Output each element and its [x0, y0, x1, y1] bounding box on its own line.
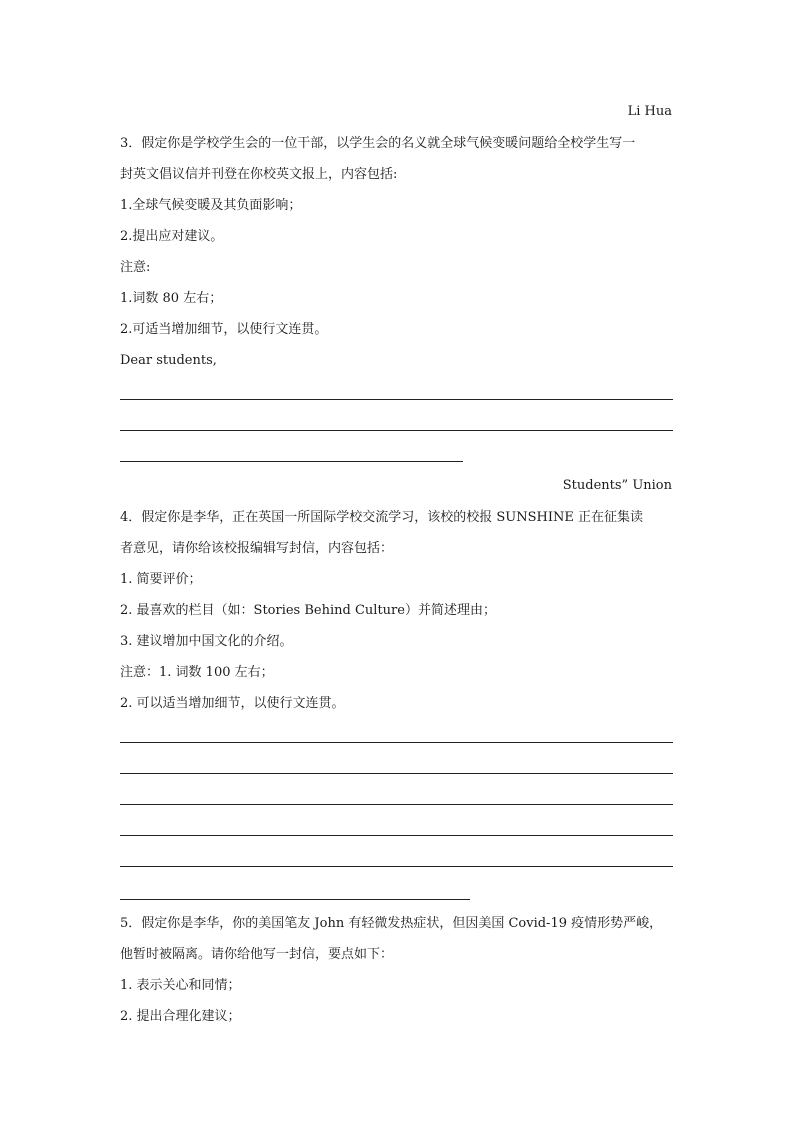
- q4-writing-line-6: [120, 899, 470, 900]
- q4-prompt-line-2: 者意见，请你给该校报编辑写封信，内容包括：: [120, 541, 394, 556]
- q4-point-2: 2. 最喜欢的栏目（如：Stories Behind Culture）并简述理由；: [120, 603, 496, 618]
- q4-writing-line-2: [120, 773, 673, 774]
- q4-writing-line-4: [120, 835, 673, 836]
- q3-salutation: Dear students,: [120, 353, 217, 368]
- q3-note-label: 注意:: [120, 260, 151, 275]
- q5-point-2: 2. 提出合理化建议；: [120, 1009, 241, 1024]
- q3-writing-line-3: [120, 461, 463, 462]
- q5-prompt-line-2: 他暂时被隔离。请你给他写一封信，要点如下：: [120, 947, 394, 962]
- q4-note-2: 2. 可以适当增加细节，以使行文连贯。: [120, 696, 345, 711]
- q4-writing-line-3: [120, 804, 673, 805]
- q4-writing-line-5: [120, 866, 673, 867]
- q3-prompt-line-2: 封英文倡议信并刊登在你校英文报上，内容包括:: [120, 167, 398, 182]
- q3-point-2: 2.提出应对建议。: [120, 229, 224, 244]
- q5-point-1: 1. 表示关心和同情；: [120, 978, 241, 993]
- q3-note-2: 2.可适当增加细节，以使行文连贯。: [120, 322, 328, 337]
- signature-li-hua: Li Hua: [627, 104, 672, 119]
- q3-point-1: 1.全球气候变暖及其负面影响；: [120, 198, 302, 213]
- q4-point-3: 3. 建议增加中国文化的介绍。: [120, 634, 293, 649]
- q4-writing-line-1: [120, 742, 673, 743]
- q3-writing-line-1: [120, 399, 673, 400]
- q4-prompt-line-1: 4．假定你是李华，正在英国一所国际学校交流学习，该校的校报 SUNSHINE 正在征集读: [120, 510, 644, 525]
- q4-note-1: 注意：1. 词数 100 左右；: [120, 665, 274, 680]
- q3-signature: Students” Union: [562, 478, 672, 493]
- q3-note-1: 1.词数 80 左右；: [120, 291, 223, 306]
- q5-prompt-line-1: 5．假定你是李华，你的美国笔友 John 有轻微发热症状，但因美国 Covid-19 疫情形势严峻，: [120, 916, 663, 931]
- q3-prompt-line-1: 3．假定你是学校学生会的一位干部，以学生会的名义就全球气候变暖问题给全校学生写一: [120, 136, 636, 151]
- q4-point-1: 1. 简要评价；: [120, 572, 202, 587]
- q3-writing-line-2: [120, 430, 673, 431]
